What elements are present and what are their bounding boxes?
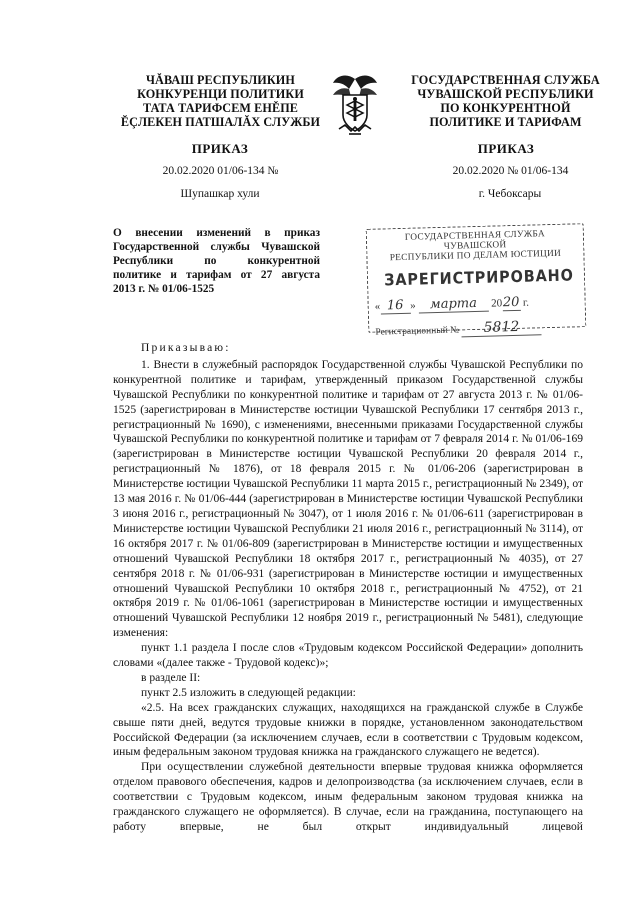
subject-line: 2013 г. № 01/06-1525 bbox=[113, 283, 215, 295]
header-left-line: ТАТА ТАРИФСЕМ ЕНĚПЕ bbox=[142, 101, 299, 115]
header-right-line: ПО КОНКУРЕНТНОЙ bbox=[440, 101, 571, 115]
stamp-org-line: ГОСУДАРСТВЕННАЯ СЛУЖБА ЧУВАШСКОЙ bbox=[404, 229, 546, 252]
subject-line: О внесении изменений в приказ bbox=[113, 227, 320, 239]
stamp-year-suffix: 20 bbox=[502, 294, 520, 311]
header-left bbox=[118, 73, 323, 129]
header-right-line: ЧУВАШСКОЙ РЕСПУБЛИКИ bbox=[417, 87, 594, 101]
document-subject bbox=[113, 226, 320, 296]
paragraph: пункт 1.1 раздела I после слов «Трудовым кодексом Российской Федерации» дополнить словами «(далее также - Трудовой кодекс)»; bbox=[113, 642, 583, 670]
stamp-month: марта bbox=[418, 296, 488, 314]
paragraph: При осуществлении служебной деятельности впервые трудовая книжка оформляется отделом правового обеспечения, кадров и делопроизводства (за исключением случаев, если в соответствии с Трудовым кодексом, иным федеральным законом трудовая книжка на гражданского служащего не оформляется). В случае, если на гражданина, поступающего на работу впервые, не был открыт индивидуальный лицевой bbox=[113, 761, 583, 833]
city-left: Шупашкар хули bbox=[180, 188, 260, 200]
stamp-reg-label: Регистрационный № bbox=[375, 325, 460, 338]
stamp-org-line: РЕСПУБЛИКИ ПО ДЕЛАМ ЮСТИЦИИ bbox=[389, 248, 562, 264]
paragraph: «2.5. На всех гражданских служащих, находящихся на гражданской службе в Службе свыше пяти дней, ведутся трудовые книжки в порядке, установленном законодательством Российской Федерации (за исключением случаев, если в соответствии с Трудовым кодексом, иным федеральным законом трудовая книжка на гражданского служащего не ведется). bbox=[113, 701, 583, 759]
stamp-year-prefix: 20 bbox=[491, 297, 503, 310]
stamp-day: 16 bbox=[380, 298, 410, 315]
stamp-reg-row bbox=[375, 317, 579, 339]
header-right bbox=[398, 73, 613, 129]
order-intro: Приказываю: bbox=[141, 342, 231, 354]
paragraph: пункт 2.5 изложить в следующей редакции: bbox=[141, 686, 356, 699]
header-left-line: ЧĂВАШ РЕСПУБЛИКИН bbox=[146, 73, 295, 87]
stamp-date-row: « 16 » марта 2020 г. bbox=[374, 294, 530, 314]
header-right-line: ПОЛИТИКЕ И ТАРИФАМ bbox=[429, 115, 582, 129]
city-right: г. Чебоксары bbox=[478, 188, 542, 200]
stamp-reg-number: 5812 bbox=[461, 318, 541, 337]
stamp-year-unit: г. bbox=[522, 296, 530, 309]
subject-line: Государственной службы Чувашской bbox=[113, 241, 320, 253]
header-right-line: ГОСУДАРСТВЕННАЯ СЛУЖБА bbox=[411, 73, 600, 87]
order-word-right: ПРИКАЗ bbox=[477, 141, 535, 156]
paragraph: в разделе II: bbox=[141, 671, 201, 684]
header-left-line: ĔÇЛЕКЕН ПАТШАЛĂХ СЛУЖБИ bbox=[120, 115, 321, 129]
paragraph: 1. Внести в служебный распорядок Государственной службы Чувашской Республики по конкурентной политике и тарифам, утвержденный приказом Государственной службы Чувашской Республики по конкурентной политике и тарифам от 27 августа 2013 г. № 01/06-1525 (зарегистрирован в Министерстве юстиции Чувашской Республики 17 сентября 2013 г., регистрационный № 1690), с изменениями, внесенными приказами Государственной службы Чувашской Республики по конкурентной политике и тарифам от 7 февраля 2014 г. № 01/06-169 (зарегистрирован в Министерстве юстиции Чувашской Республики 20 февраля 2014 г., регистрационный № 1876), от 18 февраля 2015 г. № 01/06-206 (зарегистрирован в Министерстве юстиции Чувашской Республики 11 марта 2015 г., регистрационный № 2349), от 13 мая 2016 г. № 01/06-444 (зарегистрирован в Министерстве юстиции Чувашской Республики 3 июня 2016 г., регистрационный № 3047), от 1 июля 2016 г. № 01/06-611 (зарегистрирован в Министерстве юстиции Чувашской Республики 21 июля 2016 г., регистрационный № 3114), от 16 октября 2017 г. № 01/06-809 (зарегистрирован в Министерстве юстиции и имущественных отношений Чувашской Республики 18 октября 2017 г., регистрационный № 4035), от 27 сентября 2018 г. № 01/06-931 (зарегистрирован в Министерстве юстиции и имущественных отношений Чувашской Республики 10 октября 2018 г., регистрационный № 4752), от 21 октября 2019 г. № 01/06-1061 (зарегистрирован в Министерстве юстиции и имущественных отношений Чувашской Республики 12 ноября 2019 г., регистрационный № 5481), следующие изменения: bbox=[113, 358, 583, 640]
emblem-of-chuvashia bbox=[329, 71, 381, 137]
date-number-right: 20.02.2020 № 01/06-134 bbox=[452, 165, 569, 177]
stamp-title: ЗАРЕГИСТРИРОВАНО bbox=[383, 265, 575, 290]
date-number-left: 20.02.2020 01/06-134 № bbox=[162, 165, 279, 177]
document-body bbox=[113, 341, 583, 835]
emblem-icon bbox=[329, 71, 381, 137]
subject-line: Республики по конкурентной bbox=[113, 255, 320, 267]
header-left-line: КОНКУРЕНЦИ ПОЛИТИКИ bbox=[137, 87, 304, 101]
subject-line: политике и тарифам от 27 августа bbox=[113, 269, 320, 281]
order-word-left: ПРИКАЗ bbox=[191, 141, 249, 156]
registration-stamp bbox=[366, 223, 587, 338]
